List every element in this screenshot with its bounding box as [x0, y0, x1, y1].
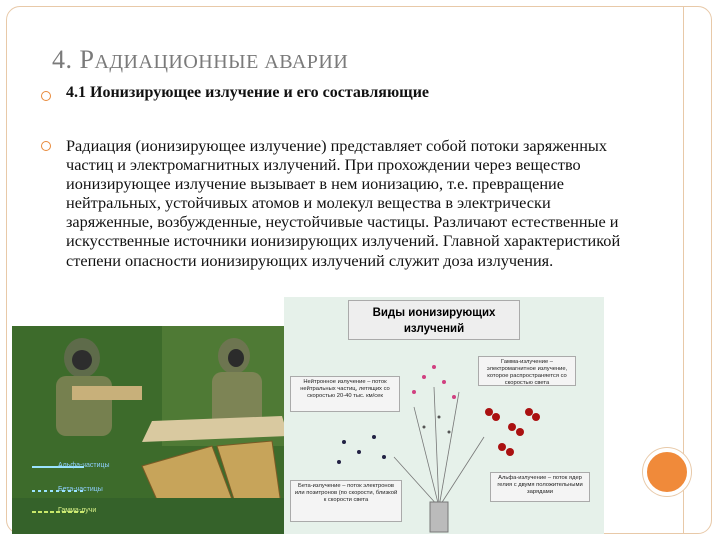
- alpha-box: Альфа-излучение – поток ядер гелия с двумя положительными зарядами: [490, 472, 590, 502]
- legend-gamma: Гамма-лучи: [58, 507, 97, 514]
- title-rest: АДИАЦИОННЫЕ АВАРИИ: [94, 51, 349, 73]
- diagram-title: Виды ионизирующих излучений: [348, 300, 520, 340]
- slide-title: [52, 45, 348, 75]
- paragraph: Радиация (ионизирующее излучение) представляет собой потоки заряженных частиц и электромагнитных излучений. При прохождении через вещество ионизирующее излучение вызывает в нем ионизацию, т.е. превращение нейтральных, устойчивых атомов и молекул вещества в электрически заряженные, возбужденные, неустойчивые частицы. Различают естественные и искусственные источники ионизирующих излучений. Главной характеристикой степени опасности ионизирующих излучений служит доза излучения.: [66, 136, 621, 270]
- subtitle: 4.1 Ионизирующее излучение и его составляющие: [66, 84, 430, 101]
- legend-alpha: Альфа-частицы: [58, 462, 110, 469]
- orange-circle-decoration: [643, 448, 691, 496]
- gamma-box: Гамма-излучение – электромагнитное излучение, которое распространяется со скоростью света: [478, 356, 576, 386]
- bullet-icon: [41, 91, 51, 101]
- title-first: 4. Р: [52, 45, 95, 74]
- legend-beta: Бета-частицы: [58, 486, 103, 493]
- bullet-icon: [41, 141, 51, 151]
- neutron-box: Нейтронное излучение – поток нейтральных частиц, летящих со скоростью 20-40 тыс. км/сек: [290, 376, 400, 412]
- radiation-protection-illustration: [12, 326, 288, 534]
- beta-box: Бета-излучение – поток электронов или позитронов (по скорости, близкой к скорости света: [290, 480, 402, 522]
